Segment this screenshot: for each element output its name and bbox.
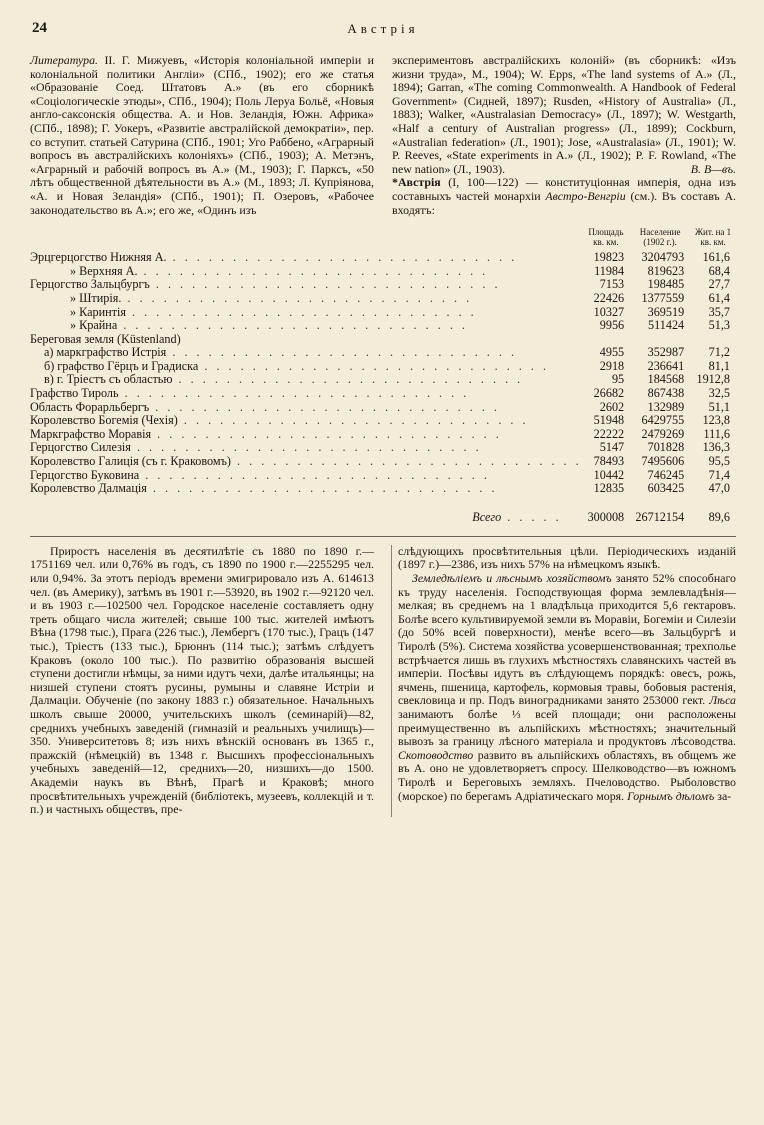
row-name (30, 346, 582, 360)
author-signature: В. В—въ. (690, 161, 736, 176)
row-population: 236641 (647, 358, 685, 373)
row-population: 867438 (647, 386, 685, 401)
row-population: 132989 (647, 399, 685, 414)
leader-dots: . . . . . . . . . . . . . . . . . . . . . . . . . . . . . (125, 305, 477, 319)
table-row (30, 333, 736, 347)
row-name (30, 333, 582, 347)
population-paragraph: Приростъ населенія въ десятилѣтіе съ 1880 по 1890 г.—1751169 чел. или 0,76% въ годъ, съ 1890 по 1900 г.—2255295 чел. или 0,94%. За этотъ періодъ времени эмигрировало изъ А. 614613 чел. (въ Америку), затѣмъ въ 1901 г.—53920, въ 1902 г.—92120 чел. и въ 1903 г.—102500 чел. Городское населеніе составляетъ одну треть общаго числа жителей; свыше 100 тыс. жителей имѣютъ Вѣна (1798 тыс.), Прага (226 тыс.), Лембергъ (170 тыс.), Грацъ (147 тыс.), Тріестъ (133 тыс.), Брюннъ (114 тыс.); затѣмъ слѣдуетъ Краковъ (около 100 тыс.). По развитію образованія высшей ступени достигли нѣмцы, за ними идутъ чехи, далѣе итальянцы; на низшей ступени стоятъ русины, румыны и славяне Истріи и Далмаціи. Обученіе (по закону 1883 г.) обязательное. Начальныхъ школъ свыше 20000, учительскихъ школъ (семинарій)—82, среднихъ учебныхъ заведеній (гимназій и реальныхъ училищъ)—350. Университетовъ 8; изъ нихъ вѣнскій основанъ въ 1365 г., пражскій (нѣмецкій) въ 1348 г. Высшихъ профессіональныхъ учебныхъ заведеній—12, среднихъ—20, низшихъ—до 1500. Академіи наукъ въ Вѣнѣ, Прагѣ и Краковѣ; много просвѣтительныхъ учрежденій (библіотекъ, музеевъ, коллекцій и т. п.) и частныхъ обществъ, пре- (30, 543, 374, 817)
bibliography-text: экспериментовъ австралійскихъ колоній» (въ сборникѣ: «Изъ жизни труда», М., 1904); W. Epps, «The land systems of A.» (Л., 1894); Garran, «The coming Commonwealth. A Handbook of Federal Government» (Сидней, 1897); Rusden, «History of Australia» (Л., 1883); Walker, «Australasian Democracy» (Л., 1897); W. Westgarth, «Half a century of Australian progress» (Л., 1899); Cockburn, «Australian federation» (Л., 1901); Jose, «Australasia» (Л., 1901); W. P. Reeves, «State experiments in A.» (Л., 1902); P. F. Rowland, «The new nation» (Л., 1903). (392, 53, 736, 176)
article-headword: *Австрія (392, 175, 441, 190)
row-name (30, 292, 582, 306)
bibliography-paragraph (392, 54, 736, 176)
row-name (30, 387, 582, 401)
row-density: 51,3 (708, 318, 730, 333)
table-row (30, 455, 736, 469)
row-density: 35,7 (708, 304, 730, 319)
row-population: 746245 (647, 467, 685, 482)
row-area: 19823 (593, 250, 625, 265)
row-area: 7153 (599, 277, 625, 292)
mining-lead: Горнымъ дѣломъ (627, 788, 715, 803)
row-area: 22426 (593, 290, 625, 305)
row-label: » Верхняя А. (70, 264, 138, 278)
row-population: 6429755 (641, 413, 685, 428)
total-label-cell: Всего . . . . . (472, 510, 562, 525)
table-row (30, 306, 736, 320)
leader-dots: . . . . . . . . . . . . . . . . . . . . . . . . . . . . . (230, 455, 582, 469)
forest-lead: Лѣса (709, 693, 736, 708)
row-label: Герцогство Буковина (30, 468, 140, 482)
provinces-table (30, 227, 736, 526)
row-area: 11984 (594, 263, 625, 278)
table-header-row (30, 227, 736, 251)
table-body (30, 251, 736, 496)
row-density: 1912,8 (696, 372, 730, 387)
row-name (30, 455, 582, 469)
row-area (582, 333, 630, 347)
article-intro-text: (I, 100—122) — конституціонная имперія, одна изъ составныхъ частей монархіи (392, 175, 736, 203)
row-label: Королевство Богемія (Чехія) (30, 414, 178, 428)
table-row (30, 292, 736, 306)
row-density: 136,3 (702, 440, 730, 455)
literature-column (30, 54, 374, 217)
table-row (30, 360, 736, 374)
row-area: 9956 (599, 318, 625, 333)
leader-dots: . . . . . . . . . . . . . . . . . . . . . . . . . . . . . (151, 427, 502, 441)
row-label: Эрцгерцогство Нижняя А. (30, 251, 167, 265)
table-row (30, 428, 736, 442)
table-row (30, 278, 736, 292)
row-label: » Крайна (70, 319, 118, 333)
table-row (30, 469, 736, 483)
row-area: 26682 (593, 386, 625, 401)
row-area: 2918 (599, 358, 625, 373)
table-total-row (30, 496, 736, 526)
leader-dots: . . . . . . . . . . . . . . . . . . . . . . . . . . . . . (149, 278, 501, 292)
literature-text: II. Г. Мижуевъ, «Исторія колоніальной имперіи и колоніальной политики Англіи» (СПб., 1902); его же статья «Образованіе Соед. Штатовъ А.» (въ его сборникѣ «Соціологическіе этюды», СПб., 1904); Поль Леруа Больё, «Новыя англо-саксонскія общества. А. и Нов. Зеландія, Южн. Африка» (СПб., 1898); Г. Уокеръ, «Развитіе австралійской демократіи», пер. со вступит. статьей Сатурина (СПб., 1901; Уго Раббено, «Аграрный вопросъ въ австралійскихъ колоніяхъ» (СПб., 1903); А. Метэнъ, «Аграрный и рабочій вопросъ въ А.» (М., 1903); Г. Парксъ, «50 лѣтъ общественной дѣятельности въ А.» (М., 1893; Л. Купріянова, «А. и Новая Зеландія» (СПб., 1901); П. Озеровъ, «Рабочее законодательство въ А.»; его же, «Одинъ изъ (30, 53, 374, 217)
row-name (30, 278, 582, 292)
table-row (30, 373, 736, 387)
table-row (30, 441, 736, 455)
row-population: 7495606 (641, 454, 685, 469)
table-row (30, 414, 736, 428)
row-density: 81,1 (708, 358, 730, 373)
row-density: 61,4 (708, 290, 730, 305)
row-density (690, 333, 736, 347)
row-population: 1377559 (641, 290, 685, 305)
leader-dots: . . . . . . . . . . . . . . . . . . . . . . . . . . . . . (172, 373, 524, 387)
top-columns (30, 54, 736, 217)
table-header-name (30, 227, 582, 251)
table-header-population: Население (1902 г.). (639, 227, 681, 248)
total-area: 300008 (587, 510, 625, 525)
table-header-density: Жит. на 1 кв. км. (694, 227, 732, 248)
agriculture-text: занято 52% способнаго къ труду населенія. Господствующая форма землевладѣнія—мелкая; въ среднемъ на 1 владѣльца приходится 5,6 гектаровъ. Болѣе всего культивируемой земли въ Моравіи, Богеміи и Силезіи (до 50% всей поверхности), менѣе всего—въ Зальцбургѣ и Тиролѣ (5%). Система хозяйства усовершенствованная; трехполье встрѣчается лишь въ глухихъ мѣстностяхъ славянскихъ частей въ имперіи. Посѣвы идутъ въ слѣдующемъ порядкѣ: овесъ, рожь, ячмень, пшеница, картофель, кормовыя травы, бобовыя растенія, свекловица и пр. Подъ виноградниками занято 253000 гект. (398, 571, 736, 708)
row-area: 10442 (593, 467, 625, 482)
table-row (30, 387, 736, 401)
row-population: 2479269 (641, 426, 685, 441)
row-population: 352987 (647, 345, 685, 360)
leader-dots: . . . . . . . . . . . . . . . . . . . . . . . . . . . . . (118, 387, 470, 401)
leader-dots: . . . . . . . . . . . . . . . . . . . . . . . . . . . . . (146, 482, 498, 496)
forest-text: занимаютъ болѣе ⅓ всей площади; они расположены преимущественно въ альпійскихъ мѣстностяхъ; значительный вывозъ за границу лѣсного матеріала и продуктовъ лѣсоводства. (398, 706, 736, 749)
leader-dots: . . . . . . . . . . . . . . . . . . . . . . . . . . . . . (166, 346, 518, 360)
row-population: 198485 (647, 277, 685, 292)
row-density: 161,6 (702, 250, 730, 265)
bottom-columns (30, 545, 736, 817)
row-name (30, 360, 582, 374)
leader-dots: . . . . . . . . . . . . . . . . . . . . . . . . . . . . . (117, 319, 468, 333)
row-density: 95,5 (708, 454, 730, 469)
economy-column (391, 545, 736, 817)
row-area: 10327 (593, 304, 625, 319)
row-area: 22222 (593, 426, 625, 441)
leader-dots: . . . . . . . . . . . . . . . . . . . . . . . . . . . . . (137, 264, 489, 278)
leader-dots: . . . . . . . . . . . . . . . . . . . . . . . . . . . . . (139, 468, 490, 482)
row-name (30, 251, 582, 265)
literature-lead: Литература. (30, 53, 99, 67)
table-row (30, 265, 736, 279)
row-population: 184568 (647, 372, 685, 387)
table-row (30, 346, 736, 360)
cattle-text: развито въ альпійскихъ областяхъ, въ общемъ же въ А. оно не удовлетворяетъ спросу. Шелководство—въ южномъ Тиролѣ и Береговыхъ земляхъ. Пчеловодство. Рыболовство (морское) по берегамъ Адріатическаго моря. (398, 747, 736, 803)
article-intro-tail: (см.). Въ составъ А. входятъ: (392, 188, 736, 217)
row-name (30, 469, 582, 483)
row-label: » Каринтія (70, 305, 126, 319)
row-label: Герцогство Силезія (30, 441, 131, 455)
row-density: 123,8 (702, 413, 730, 428)
page-header (30, 18, 736, 40)
row-population: 701828 (647, 440, 685, 455)
page-number: 24 (32, 20, 47, 36)
row-name (30, 373, 582, 387)
row-label: Герцогство Зальцбургъ (30, 278, 150, 292)
mining-text: за- (714, 788, 732, 803)
total-density: 89,6 (708, 510, 730, 525)
table-header-area: Площадь кв. км. (588, 227, 624, 248)
running-title: Австрія (347, 21, 419, 36)
leader-dots: . . . . . . . . . . . . . . . . . . . . . . . . . . . . . (177, 414, 529, 428)
row-name (30, 265, 582, 279)
row-density: 51,1 (708, 399, 730, 414)
total-population: 26712154 (635, 510, 685, 525)
bibliography-column (392, 54, 736, 217)
total-label: Всего (472, 510, 502, 525)
row-label: Область Форарльбергъ (30, 400, 150, 414)
agriculture-lead: Земледѣліемъ и лѣснымъ хозяйствомъ (412, 571, 612, 585)
row-density: 27,7 (708, 277, 730, 292)
row-population: 603425 (647, 481, 685, 496)
row-name (30, 306, 582, 320)
row-density: 32,5 (708, 386, 730, 401)
row-population: 511424 (648, 318, 685, 333)
row-name (30, 482, 582, 496)
row-density: 71,2 (708, 345, 730, 360)
row-population (630, 333, 690, 347)
page (30, 18, 736, 817)
cattle-lead: Скотоводство (398, 747, 474, 762)
table-row (30, 482, 736, 496)
row-density: 47,0 (708, 481, 730, 496)
article-intro (392, 176, 736, 217)
row-density: 111,6 (703, 426, 730, 441)
row-name (30, 319, 582, 333)
row-area: 51948 (593, 413, 625, 428)
row-population: 3204793 (641, 250, 685, 265)
row-area: 95 (611, 372, 625, 387)
row-label: в) г. Тріестъ съ областью (44, 373, 173, 387)
agriculture-paragraph (398, 572, 736, 803)
row-label: Королевство Галиція (съ г. Краковомъ) (30, 455, 231, 469)
row-label: б) графство Гёрцъ и Градиска (44, 359, 199, 373)
periodicals-paragraph: слѣдующихъ просвѣтительныя цѣли. Періодическихъ изданій (1897 г.)—2386, изъ нихъ 57% на нѣмецкомъ языкѣ. (398, 543, 736, 572)
row-label: Маркграфство Моравія (30, 427, 152, 441)
row-area: 12835 (593, 481, 625, 496)
literature-paragraph (30, 54, 374, 217)
row-population: 819623 (647, 263, 685, 278)
table-row (30, 251, 736, 265)
leader-dots: . . . . . . . . . . . . . . . . . . . . . . . . . . . . . (198, 359, 550, 373)
row-label: Береговая земля (Küstenland) (30, 332, 181, 346)
row-label: Королевство Далмація (30, 482, 147, 496)
row-name (30, 441, 582, 455)
population-column (30, 545, 374, 817)
row-area: 5147 (599, 440, 625, 455)
table-row (30, 401, 736, 415)
leader-dots: . . . . . . . . . . . . . . . . . . . . . . . . . . . . . (149, 400, 500, 414)
row-area: 4955 (599, 345, 625, 360)
row-label: а) маркграфство Истрія (44, 346, 167, 360)
row-name (30, 428, 582, 442)
row-label: » Штирія. (70, 291, 122, 305)
leader-dots: . . . . . . . . . . . . . . . . . . . . . . . . . . . . . (130, 441, 482, 455)
leader-dots: . . . . . . . . . . . . . . . . . . . . . . . . . . . . . (166, 251, 518, 265)
row-area: 78493 (593, 454, 625, 469)
row-name (30, 401, 582, 415)
article-crossref: Австро-Венгріи (545, 188, 626, 203)
row-density: 71,4 (708, 467, 730, 482)
table-row (30, 319, 736, 333)
row-name (30, 414, 582, 428)
row-label: Графство Тироль (30, 387, 119, 401)
row-density: 68,4 (708, 263, 730, 278)
row-area: 2602 (599, 399, 625, 414)
row-population: 369519 (647, 304, 685, 319)
divider (30, 536, 736, 537)
leader-dots: . . . . . . . . . . . . . . . . . . . . . . . . . . . . . (121, 291, 473, 305)
